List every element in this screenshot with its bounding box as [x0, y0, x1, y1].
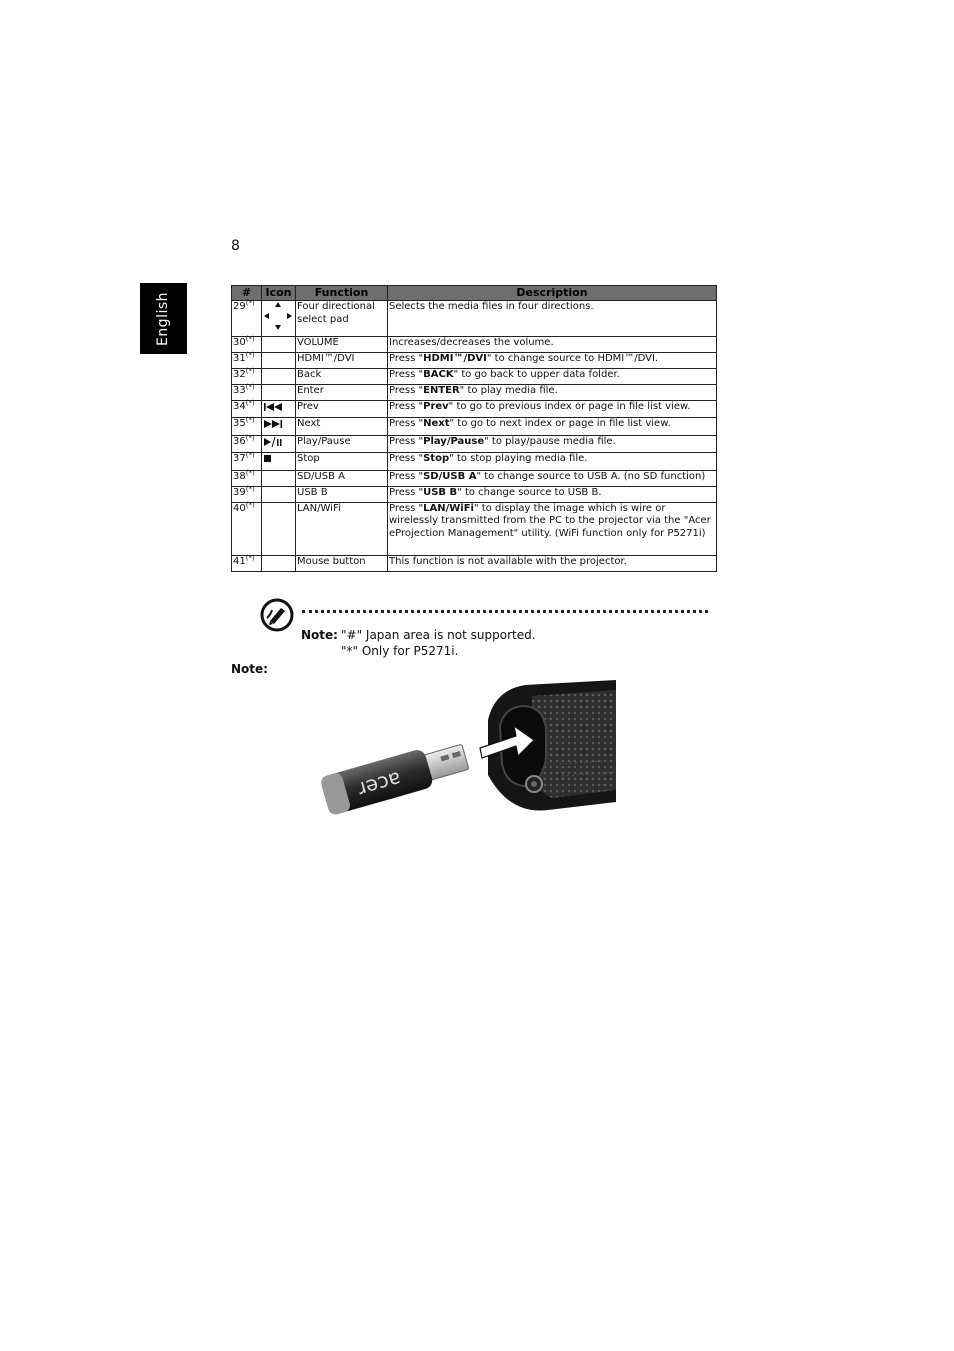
row-function: Prev [296, 400, 388, 418]
row-function: Mouse button [296, 555, 388, 571]
row-number: 31(*) [232, 352, 262, 368]
row-function: LAN/WiFi [296, 502, 388, 555]
row-number: 29(*) [232, 301, 262, 337]
table-row [232, 418, 717, 436]
language-tab-label: English [155, 291, 172, 346]
note-label: Note: [301, 628, 338, 642]
row-function: VOLUME [296, 336, 388, 352]
row-description: Press "Next" to go to next index or page in file list view. [388, 418, 717, 436]
row-description: Press "Stop" to stop playing media file. [388, 453, 717, 471]
row-icon-empty [262, 384, 296, 400]
row-function: USB B [296, 486, 388, 502]
page-number: 8 [231, 238, 240, 254]
row-icon-empty [262, 368, 296, 384]
header-function: Function [296, 286, 388, 301]
row-number: 36(*) [232, 435, 262, 453]
stop-icon [262, 453, 296, 471]
row-description: Press "BACK" to go back to upper data folder. [388, 368, 717, 384]
row-function: Next [296, 418, 388, 436]
row-description: Press "Play/Pause" to play/pause media file. [388, 435, 717, 453]
row-number: 38(*) [232, 470, 262, 486]
row-function: HDMI™/DVI [296, 352, 388, 368]
function-table [231, 285, 717, 572]
table-row [232, 400, 717, 418]
row-icon-empty [262, 352, 296, 368]
row-function: Four directional select pad [296, 301, 388, 337]
table-header-row [232, 286, 717, 301]
row-function: Stop [296, 453, 388, 471]
header-description: Description [388, 286, 717, 301]
table-row [232, 453, 717, 471]
note-label-2: Note: [231, 662, 268, 676]
table-row [232, 384, 717, 400]
next-icon [262, 418, 296, 436]
table-row [232, 502, 717, 555]
four-way-arrow-icon [262, 301, 296, 337]
table-row [232, 486, 717, 502]
row-description: Press "LAN/WiFi" to display the image which is wire or wirelessly transmitted from the PC to the projector via the "Acer eProjection Management" utility. (WiFi function only for P5271i) [388, 502, 717, 555]
row-function: Enter [296, 384, 388, 400]
row-icon-empty [262, 470, 296, 486]
language-tab [140, 283, 187, 354]
table-row [232, 336, 717, 352]
table-row [232, 470, 717, 486]
row-icon-empty [262, 486, 296, 502]
row-number: 34(*) [232, 400, 262, 418]
row-number: 39(*) [232, 486, 262, 502]
note-pen-icon [260, 598, 294, 636]
row-description: Increases/decreases the volume. [388, 336, 717, 352]
row-description: Press "SD/USB A" to change source to USB A. (no SD function) [388, 470, 717, 486]
header-icon: Icon [262, 286, 296, 301]
row-description: This function is not available with the projector. [388, 555, 717, 571]
acer-logo: acer [355, 766, 405, 802]
row-description: Selects the media files in four directions. [388, 301, 717, 337]
note-line: "*" Only for P5271i. [341, 644, 459, 658]
usb-stick [320, 737, 471, 816]
header-num: # [232, 286, 262, 301]
row-number: 37(*) [232, 453, 262, 471]
row-icon-empty [262, 336, 296, 352]
play-pause-icon [262, 435, 296, 453]
row-number: 41(*) [232, 555, 262, 571]
row-number: 30(*) [232, 336, 262, 352]
usb-insertion-illustration [320, 680, 620, 830]
table-row [232, 368, 717, 384]
note-divider [302, 610, 708, 613]
table-row [232, 555, 717, 571]
row-description: Press "ENTER" to play media file. [388, 384, 717, 400]
row-function: Play/Pause [296, 435, 388, 453]
row-number: 32(*) [232, 368, 262, 384]
table-row [232, 301, 717, 337]
table-row [232, 435, 717, 453]
note-line: "#" Japan area is not supported. [341, 628, 536, 642]
row-number: 35(*) [232, 418, 262, 436]
row-icon-empty [262, 502, 296, 555]
row-function: SD/USB A [296, 470, 388, 486]
row-description: Press "HDMI™/DVI" to change source to HDMI™/DVI. [388, 352, 717, 368]
prev-icon [262, 400, 296, 418]
row-description: Press "USB B" to change source to USB B. [388, 486, 717, 502]
row-description: Press "Prev" to go to previous index or page in file list view. [388, 400, 717, 418]
row-icon-empty [262, 555, 296, 571]
row-number: 33(*) [232, 384, 262, 400]
row-function: Back [296, 368, 388, 384]
row-number: 40(*) [232, 502, 262, 555]
table-row [232, 352, 717, 368]
